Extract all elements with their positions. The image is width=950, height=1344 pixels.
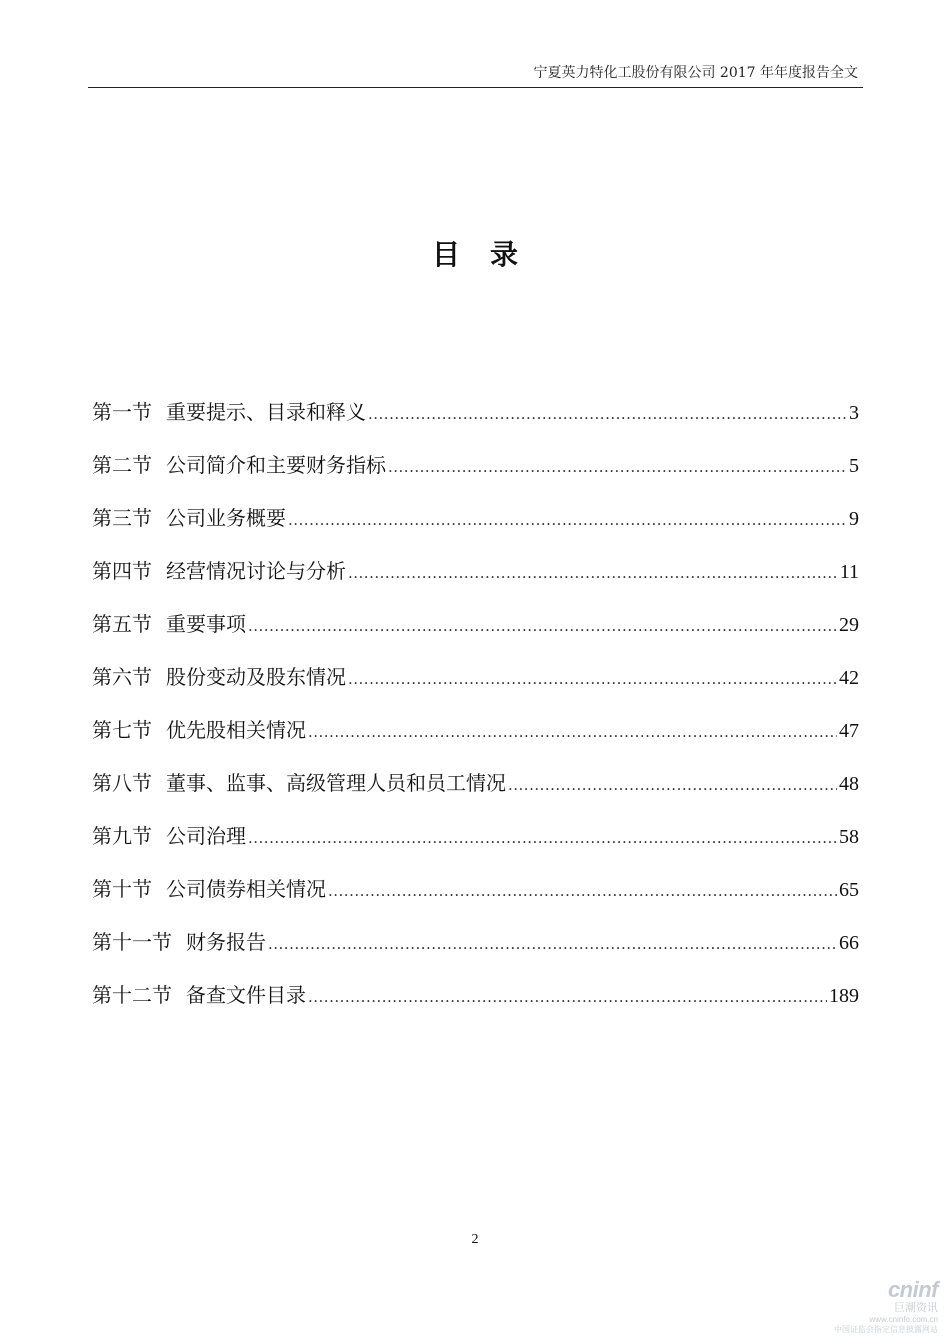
toc-section-title: 董事、监事、高级管理人员和员工情况 — [166, 771, 506, 795]
toc-dot-leader — [288, 513, 847, 528]
toc-page-number: 189 — [829, 985, 859, 1007]
toc-page-number: 42 — [839, 667, 859, 689]
header-divider — [88, 87, 863, 88]
toc-section-title: 优先股相关情况 — [166, 718, 306, 742]
watermark-brand: cninf — [887, 1277, 938, 1302]
toc-dot-leader — [508, 778, 837, 793]
cninfo-watermark-logo — [828, 1278, 938, 1338]
toc-page-number: 9 — [849, 508, 859, 530]
toc-section-title: 财务报告 — [186, 930, 266, 954]
toc-dot-leader — [268, 937, 837, 952]
toc-section-number: 第五节 — [92, 612, 152, 636]
toc-entry[interactable] — [92, 502, 859, 555]
toc-entry[interactable] — [92, 820, 859, 873]
watermark-tagline: 中国证监会指定信息披露网站 — [834, 1325, 938, 1334]
toc-section-number: 第八节 — [92, 771, 152, 795]
toc-section-title: 公司债券相关情况 — [166, 877, 326, 901]
toc-dot-leader — [388, 460, 847, 475]
toc-section-number: 第六节 — [92, 665, 152, 689]
toc-dot-leader — [308, 990, 827, 1005]
toc-section-number: 第一节 — [92, 400, 152, 424]
toc-section-number: 第七节 — [92, 718, 152, 742]
toc-section-number: 第十节 — [92, 877, 152, 901]
toc-entry[interactable] — [92, 979, 859, 1032]
toc-entry[interactable] — [92, 555, 859, 608]
toc-section-number: 第二节 — [92, 453, 152, 477]
toc-section-title: 备查文件目录 — [186, 983, 306, 1007]
toc-page-number: 29 — [839, 614, 859, 636]
toc-entry[interactable] — [92, 767, 859, 820]
page-title: 目录 — [431, 238, 548, 271]
toc-page-number: 66 — [839, 932, 859, 954]
toc-entry[interactable] — [92, 661, 859, 714]
toc-dot-leader — [348, 566, 838, 581]
toc-entry[interactable] — [92, 396, 859, 449]
toc-section-title: 公司业务概要 — [166, 506, 286, 530]
toc-section-title: 重要提示、目录和释义 — [166, 400, 366, 424]
toc-page-number: 3 — [849, 402, 859, 424]
toc-page-number: 5 — [849, 455, 859, 477]
toc-section-title: 公司简介和主要财务指标 — [166, 453, 386, 477]
toc-entry[interactable] — [92, 608, 859, 661]
toc-page-number: 47 — [839, 720, 859, 742]
toc-section-title: 公司治理 — [166, 824, 246, 848]
toc-entry[interactable] — [92, 873, 859, 926]
table-of-contents — [92, 396, 859, 1032]
toc-section-title: 股份变动及股东情况 — [166, 665, 346, 689]
toc-page-number: 48 — [839, 773, 859, 795]
running-header: 宁夏英力特化工股份有限公司 2017 年年度报告全文 — [533, 65, 858, 81]
toc-entry[interactable] — [92, 714, 859, 767]
toc-section-number: 第四节 — [92, 559, 152, 583]
toc-section-title: 经营情况讨论与分析 — [166, 559, 346, 583]
toc-section-number: 第九节 — [92, 824, 152, 848]
watermark-url: www.cninfo.com.cn — [869, 1315, 938, 1324]
toc-entry[interactable] — [92, 449, 859, 502]
toc-dot-leader — [368, 407, 847, 422]
toc-dot-leader — [328, 884, 837, 899]
toc-dot-leader — [248, 831, 837, 846]
toc-section-number: 第十二节 — [92, 983, 172, 1007]
toc-dot-leader — [308, 725, 837, 740]
toc-section-title: 重要事项 — [166, 612, 246, 636]
toc-section-number: 第十一节 — [92, 930, 172, 954]
page-number: 2 — [471, 1232, 479, 1247]
toc-dot-leader — [348, 672, 837, 687]
toc-dot-leader — [248, 619, 837, 634]
toc-section-number: 第三节 — [92, 506, 152, 530]
toc-page-number: 58 — [839, 826, 859, 848]
watermark-chinese: 巨潮资讯 — [894, 1302, 938, 1314]
toc-entry[interactable] — [92, 926, 859, 979]
toc-page-number: 65 — [839, 879, 859, 901]
toc-page-number: 11 — [839, 561, 859, 583]
